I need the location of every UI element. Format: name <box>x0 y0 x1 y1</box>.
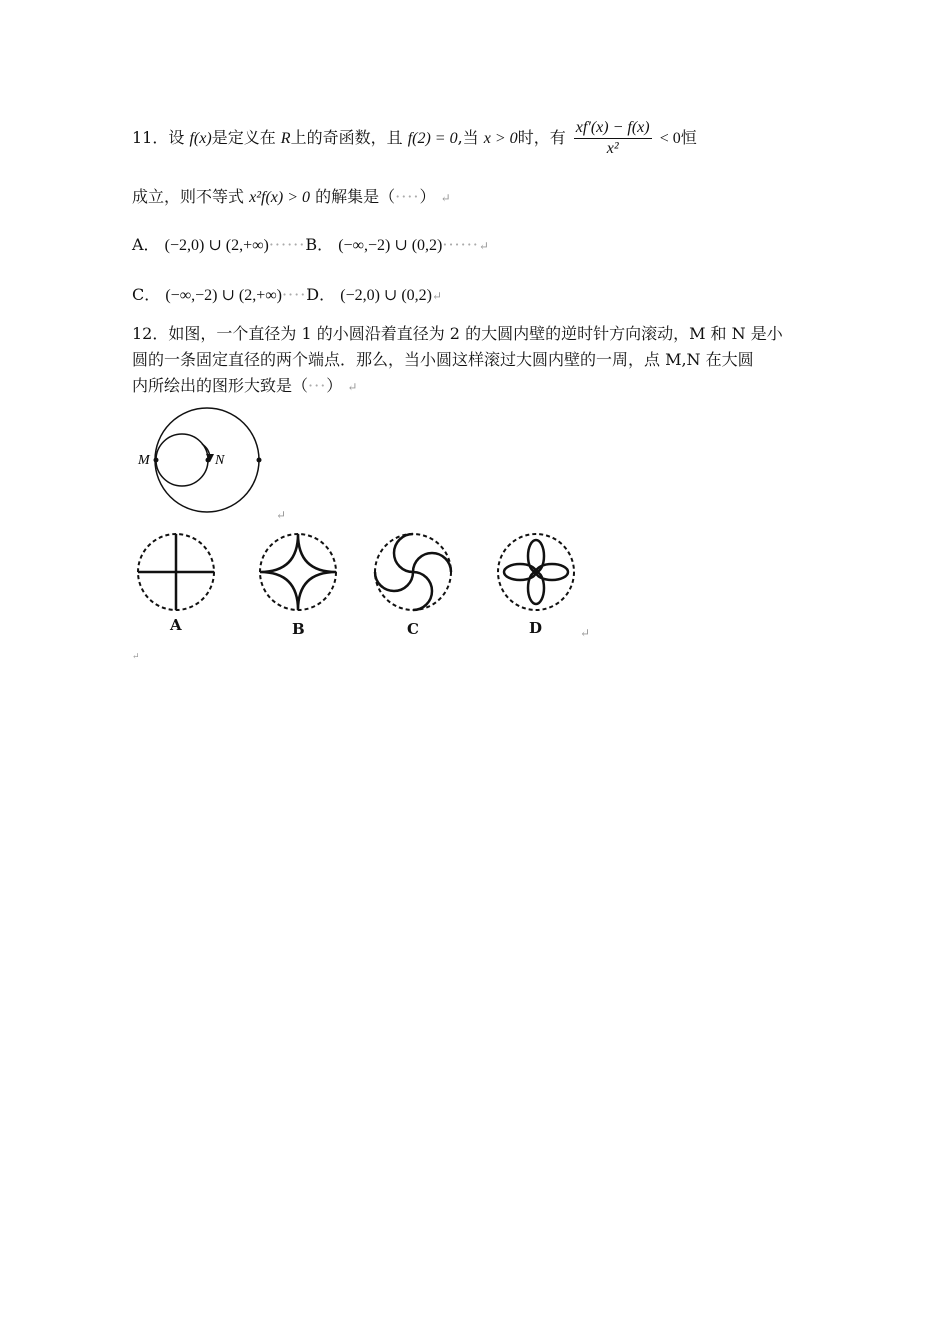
q11-number: 11． <box>132 128 169 147</box>
q11-blank: ···· <box>395 187 420 206</box>
contact-point <box>257 458 262 463</box>
option-b-dots: ······ <box>442 235 479 254</box>
q11-options-cd <box>132 284 442 307</box>
figure-label-a: A <box>170 616 182 634</box>
figure-label-b: B <box>292 620 305 638</box>
option-a-figure <box>134 532 218 612</box>
option-c-arc-4 <box>375 572 413 591</box>
option-d-value: (−2,0) ∪ (0,2) <box>340 287 432 304</box>
q11-fx: f(x) <box>189 130 212 147</box>
figure-label-d: D <box>529 619 543 637</box>
q11-l2-text-1: 成立，则不等式 <box>132 187 245 206</box>
q12-line-2: 圆的一条固定直径的两个端点．那么，当小圆这样滚过大圆内壁的一周，点 M,N 在大圆 <box>132 350 754 369</box>
option-d-figure <box>494 532 578 612</box>
q11-text-4: ,当 <box>457 128 479 147</box>
q11-text-2: 是定义在 <box>211 128 276 147</box>
q12-line-3 <box>132 375 357 398</box>
q11-options-ab <box>132 234 489 257</box>
q11-frac-num: xf′(x) − f(x) <box>574 118 652 139</box>
q11-line-2 <box>132 186 451 209</box>
q11-text-6: 恒 <box>680 128 697 147</box>
q12-line-1: 12．如图，一个直径为 1 的小圆沿着直径为 2 的大圆内壁的逆时针方向滚动，M 和 N 是小 <box>132 324 783 343</box>
q11-text-1: 设 <box>168 128 185 147</box>
paragraph-mark-icon: ↵ <box>478 239 489 253</box>
option-c-arc-3 <box>413 572 432 610</box>
option-a-dots: ······ <box>268 235 306 254</box>
paragraph-mark-icon: ↵ <box>580 626 591 640</box>
option-b-label: B． <box>305 235 334 254</box>
petal-right <box>536 564 568 580</box>
option-d-petals <box>504 540 568 604</box>
option-c-label: C． <box>132 285 161 304</box>
paragraph-mark-icon: ↵ <box>276 508 287 522</box>
paragraph-mark-icon: ↵ <box>431 289 443 303</box>
option-c-arc-1 <box>394 534 413 572</box>
q11-text-5: 时，有 <box>517 128 566 147</box>
q11-xgt0: x > 0 <box>483 130 518 147</box>
option-c-dots: ···· <box>281 285 307 304</box>
rolling-circle-figure <box>130 402 270 522</box>
q12-l3-text: 内所绘出的图形大致是（ <box>132 376 309 395</box>
option-b-value: (−∞,−2) ∪ (0,2) <box>338 237 443 254</box>
q11-frac-den: x² <box>606 140 619 157</box>
petal-left <box>504 564 536 580</box>
q11-lt0: < 0 <box>659 130 681 147</box>
option-c-arc-2 <box>413 553 451 572</box>
small-circle <box>156 434 208 486</box>
q12-blank: ··· <box>308 376 327 395</box>
option-c-figure <box>371 532 455 612</box>
paragraph-mark-icon: ↵ <box>347 380 358 394</box>
q11-text-3: 上的奇函数，且 <box>290 128 403 147</box>
paragraph-mark-icon: ↵ <box>132 652 140 662</box>
option-c-value: (−∞,−2) ∪ (2,+∞) <box>165 287 282 304</box>
q12-l3-close: ） <box>326 376 343 395</box>
q11-R: R <box>280 130 291 147</box>
label-n: N <box>215 453 225 468</box>
q11-l2-text-3: ） <box>419 187 436 206</box>
q11-inequality: x²f(x) > 0 <box>249 189 311 206</box>
option-a-label: A． <box>132 235 160 254</box>
label-m: M <box>138 453 150 468</box>
figure-label-c: C <box>407 620 419 638</box>
point-m <box>154 458 159 463</box>
q11-f2eq0: f(2) = 0 <box>407 130 458 147</box>
q11-fraction <box>574 118 652 159</box>
paragraph-mark-icon: ↵ <box>440 191 451 205</box>
q11-l2-text-2: 的解集是（ <box>315 187 396 206</box>
point-n <box>206 458 211 463</box>
q11-line-1 <box>132 118 697 159</box>
option-b-figure <box>256 532 340 612</box>
option-a-value: (−2,0) ∪ (2,+∞) <box>164 237 269 254</box>
option-d-label: D． <box>306 285 336 304</box>
